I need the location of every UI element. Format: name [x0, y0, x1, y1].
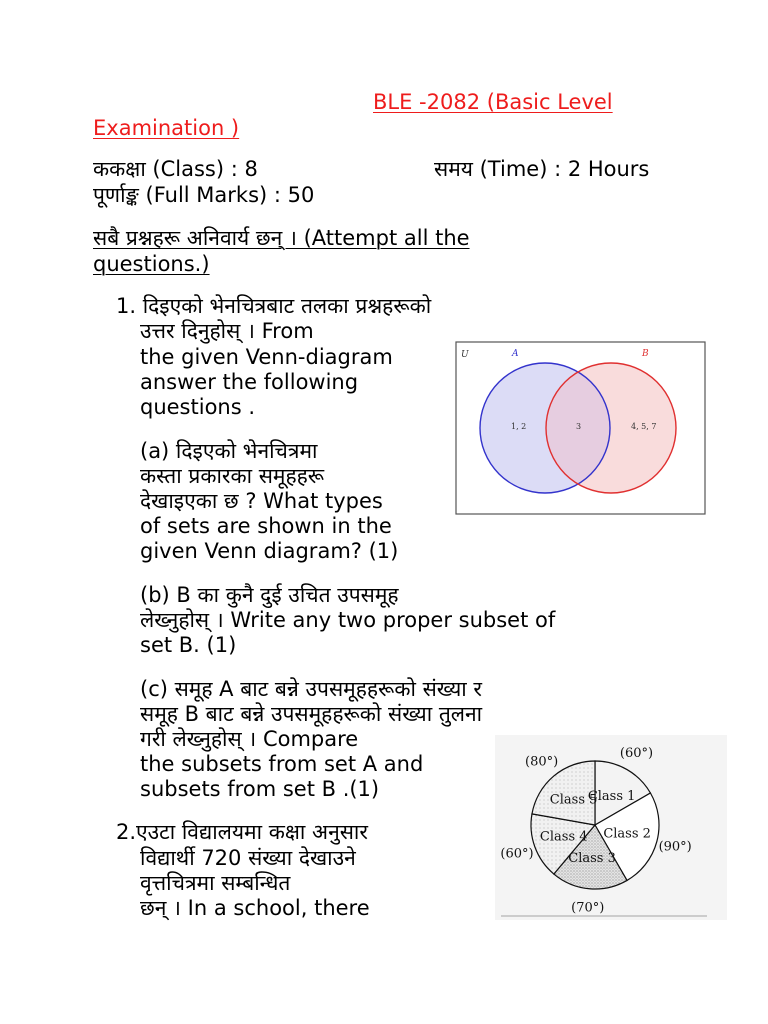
q1a-line2: कस्ता प्रकारका समूहहरू	[140, 464, 325, 488]
q1c-line1: (c) समूह A बाट बन्ने उपसमूहहरूको संख्या र	[140, 677, 482, 701]
q1c-line2: समूह B बाट बन्ने उपसमूहहरूको संख्या तुलना	[140, 702, 483, 726]
venn-diagram	[455, 341, 707, 516]
venn-intersection-elements: 3	[576, 422, 582, 431]
q2-line2: विद्यार्थी 720 संख्या देखाउने	[140, 846, 356, 870]
q1c-line5: subsets from set B .(1)	[140, 777, 380, 801]
q1c-line3: गरी लेख्नुहोस् । Compare	[140, 727, 359, 751]
time-label: समय (Time) : 2 Hours	[434, 157, 650, 181]
pie-angle-label: (70°)	[571, 900, 605, 916]
venn-universe-label: U	[461, 350, 469, 360]
q1-line5: questions .	[140, 395, 256, 419]
q1a-line1: (a) दिइएको भेनचित्रमा	[140, 439, 318, 463]
q1b-line3: set B. (1)	[140, 633, 237, 657]
pie-slices	[531, 761, 659, 889]
venn-set-b-label: B	[642, 349, 649, 359]
class-label: ककक्षा (Class) : 8	[93, 157, 258, 181]
pie-chart	[495, 735, 727, 920]
q2-line4: छन् । In a school, there	[140, 896, 370, 920]
q2-line1: 2.एउटा विद्यालयमा कक्षा अनुसार	[116, 820, 368, 844]
venn-set-a-label: A	[512, 349, 519, 359]
venn-only-b-elements: 4, 5, 7	[631, 422, 657, 431]
instruction-line1: सबै प्रश्नहरू अनिवार्य छन् । (Attempt all the	[93, 226, 470, 250]
pie-angle-label: (60°)	[619, 746, 654, 762]
q1-line3: the given Venn-diagram	[140, 345, 393, 369]
exam-title-line1: BLE -2082 (Basic Level	[373, 90, 613, 114]
full-marks-label: पूर्णाङ्क (Full Marks) : 50	[93, 183, 315, 207]
q1a-line5: given Venn diagram? (1)	[140, 539, 399, 563]
pie-slice-label: Class 3	[568, 851, 616, 867]
pie-slice-label: Class 4	[539, 829, 588, 845]
pie-slice-label: Class 2	[603, 826, 651, 842]
q1-line2: उत्तर दिनुहोस् । From	[140, 319, 314, 343]
q1-line1: 1. दिइएको भेनचित्रबाट तलका प्रश्नहरूको	[116, 294, 432, 318]
q1c-line4: the subsets from set A and	[140, 752, 424, 776]
q1b-line1: (b) B का कुनै दुई उचित उपसमूह	[140, 583, 399, 607]
pie-angle-label: (60°)	[500, 846, 534, 862]
venn-only-a-elements: 1, 2	[511, 422, 527, 431]
q2-line3: वृत्तचित्रमा सम्बन्धित	[140, 871, 291, 895]
pie-slice-label: Class 1	[587, 789, 636, 805]
q1b-line2: लेख्नुहोस् । Write any two proper subset of	[140, 608, 556, 632]
pie-angle-label: (80°)	[525, 754, 559, 770]
instruction-line2: questions.)	[93, 252, 210, 276]
pie-slice-label: Class 5	[549, 792, 598, 808]
exam-title-line2: Examination )	[93, 116, 240, 140]
q1a-line3: देखाइएका छ ? What types	[140, 489, 383, 513]
q1a-line4: of sets are shown in the	[140, 514, 392, 538]
pie-angle-label: (90°)	[658, 839, 692, 855]
q1-line4: answer the following	[140, 370, 359, 394]
